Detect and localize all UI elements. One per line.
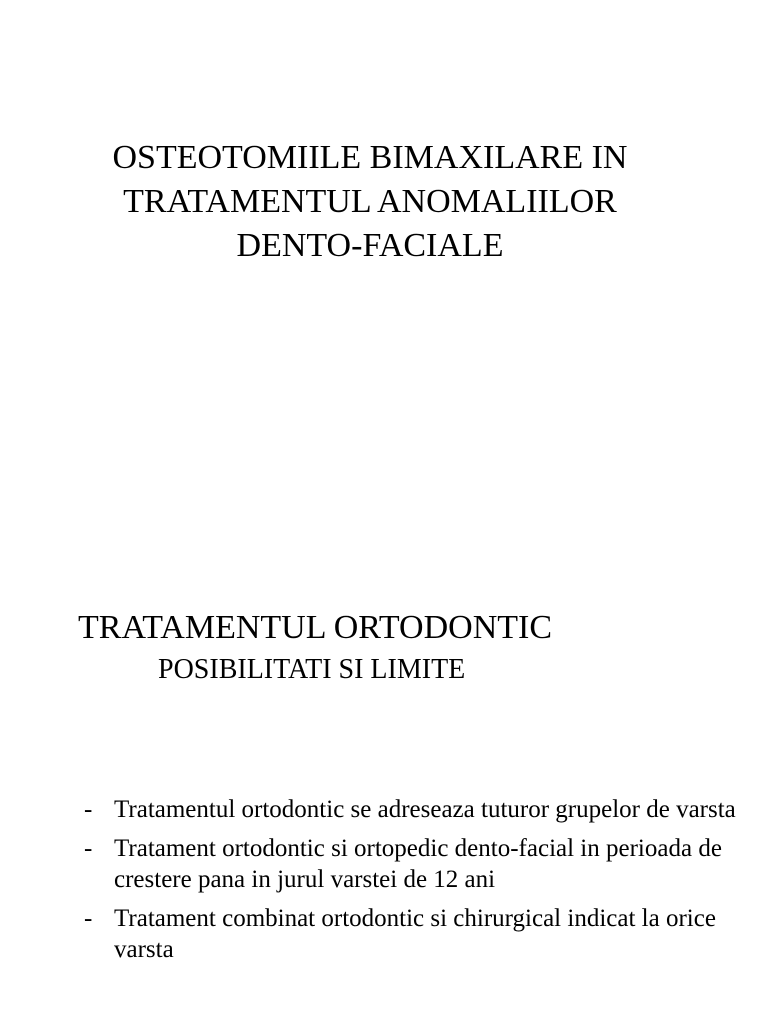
dash-marker: - [84,905,93,932]
list-item [84,794,756,825]
title-line-2: TRATAMENTUL ANOMALIILOR [123,183,617,220]
list-item-text: Tratament combinat ortodontic si chirurgical indicat la orice varsta [114,905,716,963]
bullet-list [84,794,756,973]
section-heading: TRATAMENTUL ORTODONTIC [78,609,553,646]
dash-marker: - [84,796,93,823]
list-item-text: Tratamentul ortodontic se adreseaza tuturor grupelor de varsta [114,796,736,823]
title-line-1: OSTEOTOMIILE BIMAXILARE IN [112,139,628,176]
document-title [0,136,740,268]
list-item [84,903,756,965]
title-line-3: DENTO-FACIALE [236,227,504,264]
list-item-text: Tratament ortodontic si ortopedic dento-facial in perioada de crestere pana in jurul varstei de 12 ani [114,835,722,893]
dash-marker: - [84,835,93,862]
list-item [84,833,756,895]
section-subheading: POSIBILITATI SI LIMITE [158,654,466,685]
